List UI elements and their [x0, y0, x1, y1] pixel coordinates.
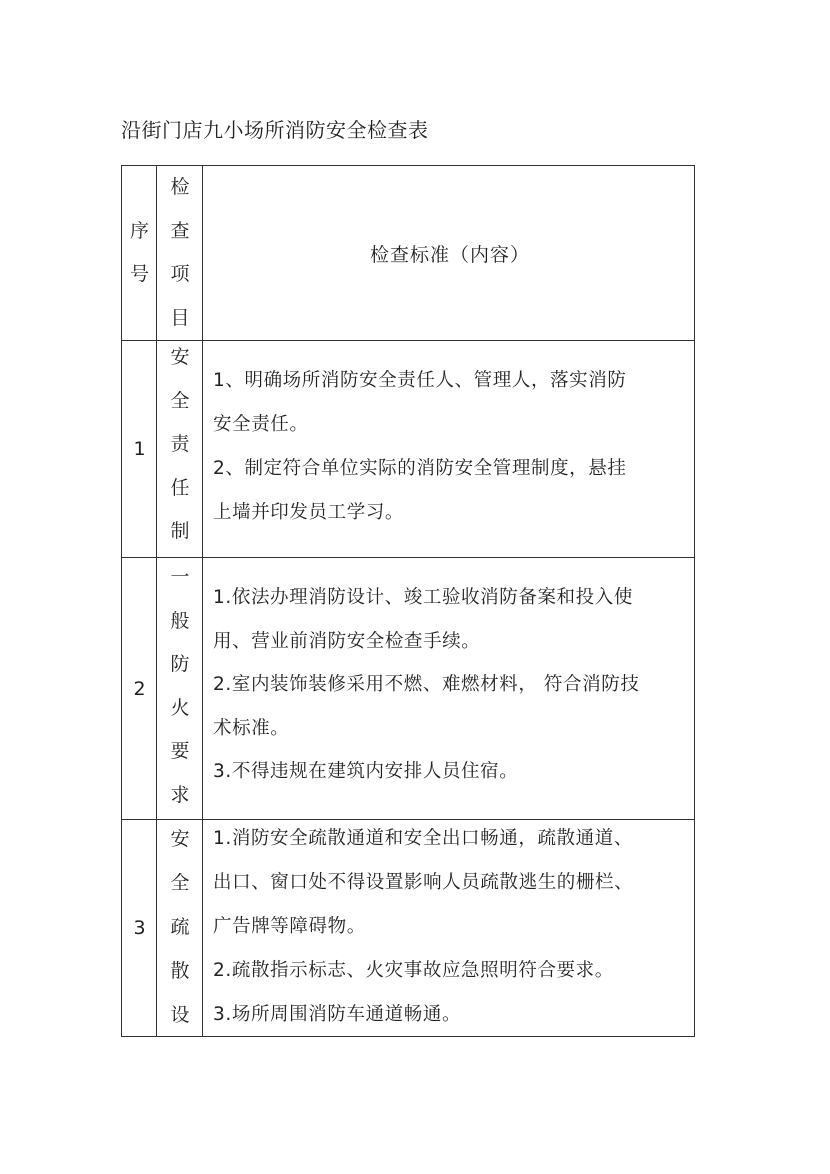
row-item-char: 要 — [170, 740, 190, 762]
content-line: 术标准。 — [213, 717, 290, 739]
header-item-char: 目 — [170, 306, 190, 329]
row-item-char: 火 — [170, 696, 190, 719]
row-item-char: 设 — [170, 1004, 190, 1026]
row-item — [157, 556, 203, 819]
header-item-char: 项 — [170, 263, 190, 285]
row-content — [205, 817, 695, 1037]
row-item-char: 安 — [170, 346, 190, 368]
row-item-char: 安 — [170, 828, 190, 850]
content-line: 3.不得违规在建筑内安排人员住宿。 — [213, 761, 519, 782]
content-line: 出口、窗口处不得设置影响人员疏散逃生的栅栏、 — [213, 872, 634, 893]
content-line: 2、制定符合单位实际的消防安全管理制度，悬挂 — [213, 458, 627, 479]
header-item-char: 查 — [170, 219, 190, 242]
content-line: 1、明确场所消防安全责任人、管理人，落实消防 — [213, 370, 627, 391]
header-item — [157, 166, 203, 340]
row-item — [157, 336, 203, 557]
row-content — [205, 576, 695, 794]
content-line: 3.场所周围消防车通道畅通。 — [213, 1004, 462, 1025]
content-line: 安全责任。 — [213, 414, 309, 435]
document-title: 沿街门店九小场所消防安全检查表 — [121, 118, 429, 142]
inspection-table — [121, 165, 695, 1037]
row-item-char: 任 — [170, 476, 190, 499]
row-item-char: 全 — [170, 389, 190, 412]
row-item-char: 一 — [170, 566, 190, 588]
row-item-char: 责 — [170, 433, 190, 455]
content-line: 上墙并印发员工学习。 — [213, 502, 405, 523]
row-number: 2 — [133, 677, 146, 700]
header-seq-char: 序 — [129, 219, 149, 242]
content-line: 广告牌等障碍物。 — [213, 916, 366, 937]
header-seq — [122, 166, 157, 340]
row-item — [157, 817, 203, 1036]
content-line: 1.依法办理消防设计、竣工验收消防备案和投入使 — [213, 587, 633, 608]
row-item-char: 散 — [170, 960, 190, 982]
row-item-char: 求 — [170, 783, 190, 806]
row-item-char: 防 — [170, 653, 190, 675]
header-seq-char: 号 — [129, 263, 149, 285]
content-line: 用、营业前消防安全检查手续。 — [213, 630, 481, 652]
row-item-char: 制 — [170, 520, 190, 542]
row-number: 3 — [133, 917, 146, 939]
watermark: ​ — [349, 398, 431, 467]
content-line: 2.室内装饰装修采用不燃、难燃材料， 符合消防技 — [213, 674, 640, 695]
row-content — [205, 359, 695, 535]
row-item-char: 般 — [170, 609, 190, 632]
header-item-char: 检 — [170, 176, 190, 198]
header-standard: 检查标准（内容） — [369, 243, 530, 266]
content-line: 1.消防安全疏散通道和安全出口畅通，疏散通道、 — [213, 828, 633, 849]
row-divider — [122, 340, 694, 341]
row-number: 1 — [133, 438, 146, 460]
row-item-char: 疏 — [170, 916, 190, 938]
content-line: 2.疏散指示标志、火灾事故应急照明符合要求。 — [213, 960, 614, 981]
row-divider — [122, 557, 694, 558]
row-item-char: 全 — [170, 872, 190, 894]
